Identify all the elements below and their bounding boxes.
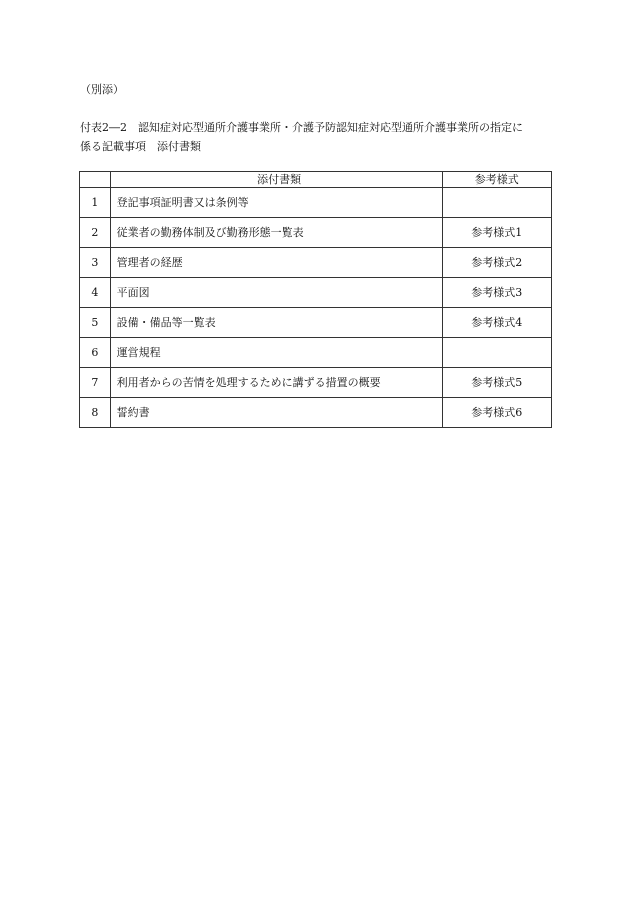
- header-reference: 参考様式: [442, 172, 551, 188]
- row-document: 設備・備品等一覧表: [110, 308, 442, 338]
- row-document: 従業者の勤務体制及び勤務形態一覧表: [110, 218, 442, 248]
- table-header-row: [80, 172, 552, 188]
- row-number: 7: [80, 368, 111, 398]
- row-document: 誓約書: [110, 398, 442, 428]
- row-document: 登記事項証明書又は条例等: [110, 188, 442, 218]
- row-reference: 参考様式6: [442, 398, 551, 428]
- row-reference: 参考様式4: [442, 308, 551, 338]
- row-reference: 参考様式5: [442, 368, 551, 398]
- row-number: 1: [80, 188, 111, 218]
- table-row: [80, 338, 552, 368]
- row-number: 3: [80, 248, 111, 278]
- table-row: [80, 188, 552, 218]
- row-reference: 参考様式2: [442, 248, 551, 278]
- table-row: [80, 368, 552, 398]
- row-number: 5: [80, 308, 111, 338]
- row-number: 8: [80, 398, 111, 428]
- row-reference: [442, 188, 551, 218]
- table-row: [80, 218, 552, 248]
- row-number: 6: [80, 338, 111, 368]
- row-document: 管理者の経歴: [110, 248, 442, 278]
- document-title-line-1: 付表2―2 認知症対応型通所介護事業所・介護予防認知症対応型通所介護事業所の指定に: [80, 121, 523, 134]
- table-row: [80, 248, 552, 278]
- document-title: [80, 118, 560, 156]
- header-number: [80, 172, 111, 188]
- row-document: 平面図: [110, 278, 442, 308]
- document-title-line-2: 係る記載事項 添付書類: [80, 140, 201, 153]
- header-document: 添付書類: [110, 172, 442, 188]
- table-row: [80, 278, 552, 308]
- row-reference: 参考様式3: [442, 278, 551, 308]
- row-number: 4: [80, 278, 111, 308]
- row-reference: [442, 338, 551, 368]
- table-row: [80, 308, 552, 338]
- attachments-table: [79, 171, 552, 428]
- row-reference: 参考様式1: [442, 218, 551, 248]
- table-row: [80, 398, 552, 428]
- row-document: 利用者からの苦情を処理するために講ずる措置の概要: [110, 368, 442, 398]
- annex-label: （別添）: [80, 83, 124, 96]
- row-number: 2: [80, 218, 111, 248]
- row-document: 運営規程: [110, 338, 442, 368]
